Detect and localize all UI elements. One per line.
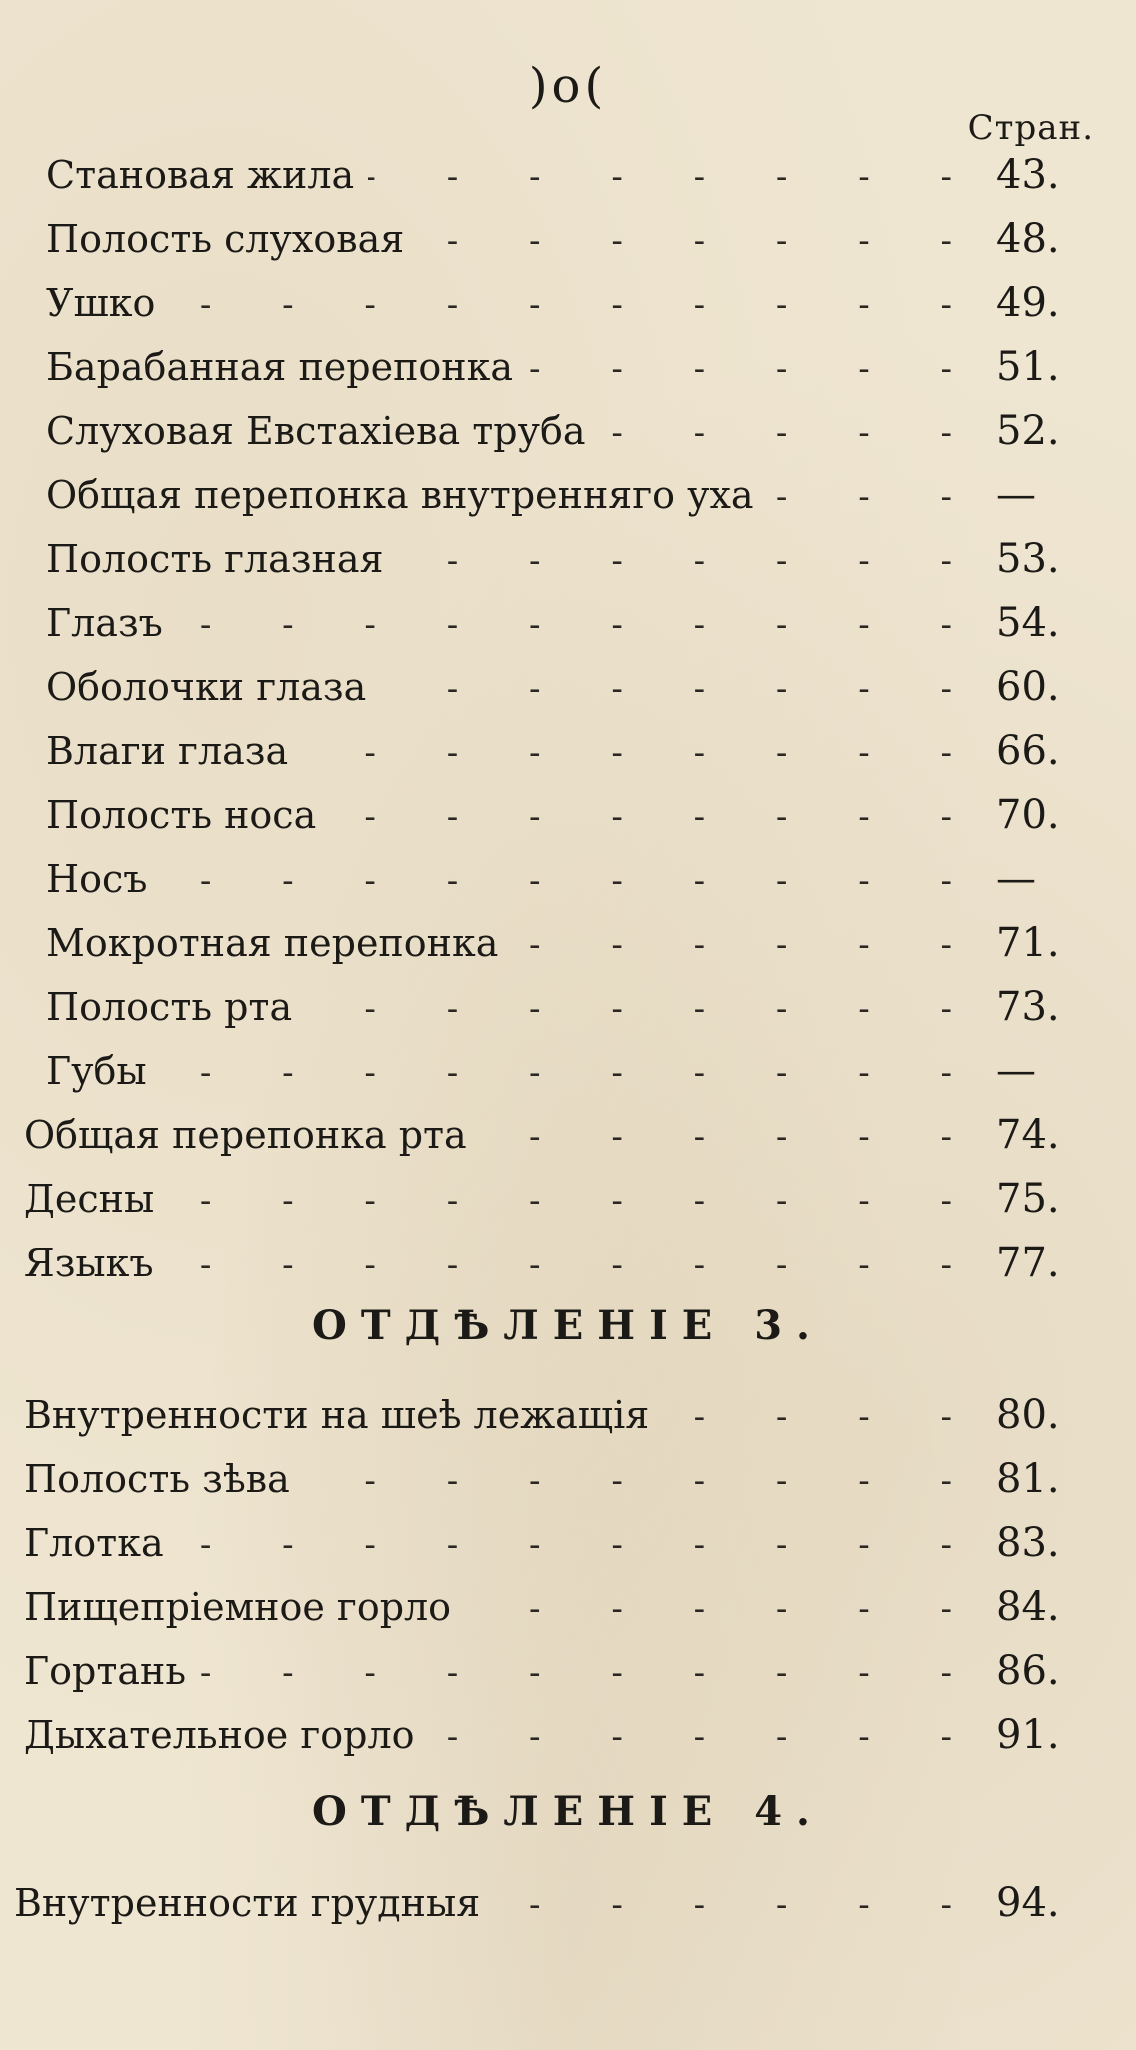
page-marker: )o( — [528, 58, 608, 114]
toc-entry-page: 81. — [996, 1456, 1060, 1502]
toc-entry-page: 60. — [996, 664, 1060, 710]
toc-entry-page: 91. — [996, 1712, 1060, 1758]
toc-entry-title: Полость глазная — [46, 537, 384, 581]
toc-entry-title: Слуховая Евстахіева труба — [46, 409, 586, 453]
toc-entry-title: Общая перепонка внутренняго уха — [46, 473, 754, 517]
toc-entry-title: Оболочки глаза — [46, 665, 367, 709]
toc-entry-page: 75. — [996, 1176, 1060, 1222]
dot-leader — [600, 413, 982, 453]
toc-entry-page: 86. — [996, 1648, 1060, 1694]
toc-entry-title: Губы — [46, 1049, 147, 1093]
dot-leader — [418, 221, 982, 261]
toc-entry-title: Полость рта — [46, 985, 293, 1029]
toc-entry — [46, 728, 1076, 788]
toc-entry — [24, 1392, 1076, 1452]
toc-entry — [24, 1520, 1076, 1580]
dot-leader — [663, 1397, 982, 1437]
toc-entry-page: 84. — [996, 1584, 1060, 1630]
dot-leader — [380, 669, 982, 709]
toc-entry-title: Пищепріемное горло — [24, 1585, 452, 1629]
dot-leader — [168, 1245, 982, 1285]
dot-leader — [527, 349, 982, 389]
toc-entry-page: 51. — [996, 344, 1060, 390]
toc-entry-title: Мокротная перепонка — [46, 921, 499, 965]
toc-entry-title: Языкъ — [24, 1241, 154, 1285]
dot-leader — [161, 1053, 982, 1093]
dot-leader — [178, 1525, 982, 1565]
dot-leader — [398, 541, 983, 581]
toc-entry — [46, 920, 1076, 980]
toc-entry — [46, 1048, 1076, 1108]
dot-leader — [200, 1653, 982, 1693]
toc-entry — [46, 344, 1076, 404]
dot-leader — [306, 989, 982, 1029]
toc-entry-title: Ушко — [46, 281, 156, 325]
toc-entry-page: 52. — [996, 408, 1060, 454]
toc-entry-page: 54. — [996, 600, 1060, 646]
dot-leader — [161, 861, 982, 901]
dot-leader — [302, 733, 982, 773]
toc-entry — [46, 216, 1076, 276]
dot-leader — [368, 157, 982, 197]
toc-entry — [24, 1456, 1076, 1516]
dot-leader — [169, 285, 982, 325]
toc-entry — [24, 1240, 1076, 1300]
toc-entry-title: Глотка — [24, 1521, 164, 1565]
toc-entry — [46, 984, 1076, 1044]
dot-leader — [768, 477, 982, 517]
toc-entry — [24, 1176, 1076, 1236]
toc-entry-page: — — [996, 856, 1036, 902]
dot-leader — [512, 925, 982, 965]
toc-entry — [46, 792, 1076, 852]
toc-entry-page: — — [996, 472, 1036, 518]
toc-entry-page: 83. — [996, 1520, 1060, 1566]
toc-entry-title: Дыхательное горло — [24, 1713, 415, 1757]
toc-entry-page: 77. — [996, 1240, 1060, 1286]
dot-leader — [428, 1717, 982, 1757]
toc-entry-title: Носъ — [46, 857, 148, 901]
toc-entry-title: Внутренности грудныя — [14, 1881, 481, 1925]
toc-entry-page: 43. — [996, 152, 1060, 198]
toc-entry — [14, 1880, 1076, 1940]
toc-entry-page: 94. — [996, 1880, 1060, 1926]
toc-entry-title: Барабанная перепонка — [46, 345, 514, 389]
toc-entry — [24, 1648, 1076, 1708]
toc-entry-title: Глазъ — [46, 601, 163, 645]
dot-leader — [330, 797, 982, 837]
toc-entry-title: Влаги глаза — [46, 729, 289, 773]
toc-entry-page: 74. — [996, 1112, 1060, 1158]
dot-leader — [494, 1885, 982, 1925]
toc-entry — [46, 856, 1076, 916]
section-heading-4: ОТДѢЛЕНІЕ 4. — [312, 1788, 824, 1835]
toc-entry-title: Полость слуховая — [46, 217, 405, 261]
dot-leader — [304, 1461, 982, 1501]
toc-entry-page: 80. — [996, 1392, 1060, 1438]
toc-entry — [46, 152, 1076, 212]
toc-entry-title: Общая перепонка рта — [24, 1113, 467, 1157]
dot-leader — [465, 1589, 982, 1629]
toc-entry-page: 66. — [996, 728, 1060, 774]
toc-entry-page: 49. — [996, 280, 1060, 326]
toc-entry — [46, 600, 1076, 660]
toc-entry-page: 73. — [996, 984, 1060, 1030]
dot-leader — [481, 1117, 982, 1157]
toc-entry-page: 53. — [996, 536, 1060, 582]
toc-entry-page: 71. — [996, 920, 1060, 966]
dot-leader — [168, 1181, 982, 1221]
toc-entry — [46, 408, 1076, 468]
toc-entry-title: Полость носа — [46, 793, 317, 837]
toc-entry — [46, 280, 1076, 340]
toc-entry — [24, 1712, 1076, 1772]
toc-entry-page: 70. — [996, 792, 1060, 838]
section-heading-3: ОТДѢЛЕНІЕ 3. — [312, 1302, 824, 1349]
toc-entry-page: — — [996, 1048, 1036, 1094]
toc-entry-title: Десны — [24, 1177, 155, 1221]
toc-entry-title: Внутренности на шеѣ лежащія — [24, 1393, 650, 1437]
toc-entry — [24, 1584, 1076, 1644]
toc-entry-title: Полость зѣва — [24, 1457, 290, 1501]
page-column-label: Стран. — [967, 108, 1094, 148]
toc-entry — [46, 664, 1076, 724]
toc-entry — [24, 1112, 1076, 1172]
toc-entry — [46, 472, 1076, 532]
toc-entry-title: Становая жила — [46, 153, 355, 197]
toc-entry-title: Гортань — [24, 1649, 187, 1693]
toc-entry-page: 48. — [996, 216, 1060, 262]
toc-entry — [46, 536, 1076, 596]
dot-leader — [177, 605, 982, 645]
